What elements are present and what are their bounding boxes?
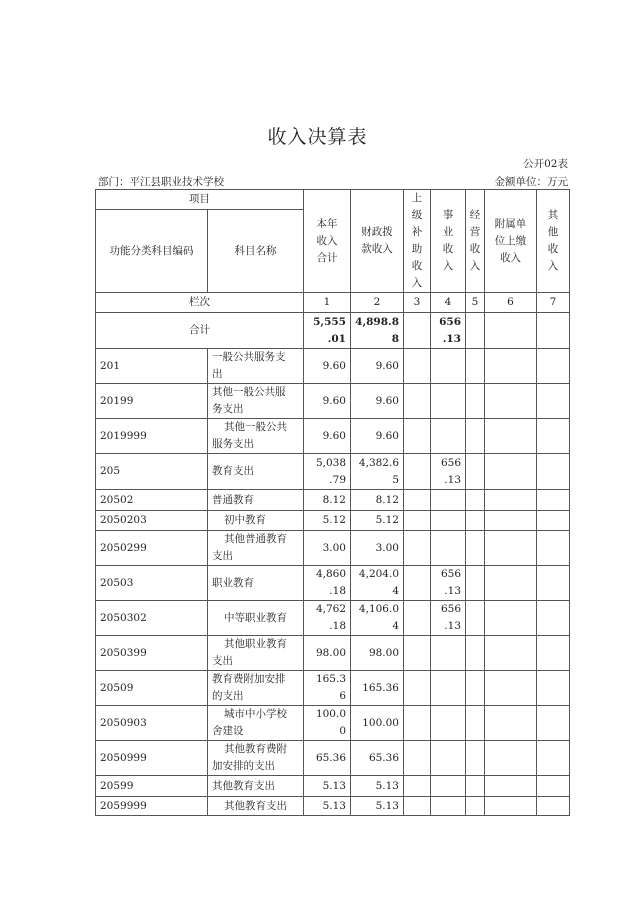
subject-name-line: 其他普通教育 [224, 533, 287, 545]
amount-cell [304, 741, 351, 776]
amount-cell [404, 384, 431, 419]
amount-cell [466, 313, 485, 349]
total-label: 合计 [96, 313, 304, 349]
amount-cell [351, 384, 404, 419]
amount-cell [404, 741, 431, 776]
subject-name-line: 其他教育费附 [224, 743, 287, 755]
amount-line: .13 [444, 620, 461, 632]
amount-cell [485, 511, 537, 531]
subject-name-line: 加安排的支出 [212, 760, 275, 772]
amount-cell [404, 490, 431, 511]
amount-cell [304, 419, 351, 454]
amount-cell [431, 511, 466, 531]
amount-line: 4,898.8 [355, 315, 399, 328]
amount-cell [351, 797, 404, 816]
amount-line: .13 [444, 473, 461, 486]
func-code-cell: 2050302 [96, 601, 208, 636]
subject-name-line: 普通教育 [212, 493, 254, 506]
subject-name-line: 教育费附加安排 [212, 673, 286, 685]
amount-cell [466, 776, 485, 797]
header-label-line: 事 [442, 209, 454, 221]
amount-line: 5.12 [375, 514, 399, 526]
amount-cell [304, 531, 351, 566]
amount-line: 4 [392, 620, 399, 632]
amount-line: 656 [439, 315, 461, 328]
amount-line: 3.00 [322, 541, 346, 554]
amount-line: .79 [329, 473, 346, 486]
subject-name-cell [208, 797, 304, 816]
amount-cell [466, 490, 485, 511]
col-number: 3 [404, 293, 431, 313]
header-label-line: 收 [547, 243, 559, 255]
amount-line: .13 [444, 585, 461, 597]
amount-cell [431, 776, 466, 797]
amount-cell [485, 741, 537, 776]
amount-cell [485, 384, 537, 419]
amount-cell [466, 706, 485, 741]
subject-name-line: 支出 [212, 655, 233, 667]
table-row [96, 454, 570, 490]
header-col-5 [466, 190, 485, 293]
amount-cell [431, 419, 466, 454]
table-code: 公开02表 [523, 158, 568, 170]
amount-cell [351, 636, 404, 671]
amount-cell [431, 454, 466, 490]
amount-line: 4,382.6 [358, 456, 399, 469]
func-code-cell: 2059999 [96, 797, 208, 816]
amount-cell [351, 776, 404, 797]
amount-cell [485, 601, 537, 636]
amount-cell [404, 511, 431, 531]
amount-line: 4,204.0 [358, 568, 399, 580]
func-code-cell: 20599 [96, 776, 208, 797]
header-col-4 [431, 190, 466, 293]
amount-cell [351, 454, 404, 490]
table-row [96, 384, 570, 419]
amount-unit-label: 金额单位：万元 [494, 176, 568, 188]
amount-line: 8.12 [375, 493, 399, 506]
amount-cell [466, 741, 485, 776]
func-code-cell: 2050299 [96, 531, 208, 566]
subject-name-cell [208, 490, 304, 511]
header-label-line: 收 [469, 243, 481, 255]
amount-cell [485, 419, 537, 454]
amount-cell [304, 636, 351, 671]
table-row [96, 671, 570, 706]
amount-line: 3.00 [375, 541, 399, 554]
amount-cell [485, 671, 537, 706]
amount-cell [431, 706, 466, 741]
amount-cell [404, 531, 431, 566]
subject-name-cell [208, 706, 304, 741]
col-number: 2 [351, 293, 404, 313]
amount-cell [404, 776, 431, 797]
amount-cell [351, 349, 404, 384]
col-number: 5 [466, 293, 485, 313]
amount-cell [466, 349, 485, 384]
amount-cell [351, 531, 404, 566]
header-label-line: 收入 [500, 251, 521, 264]
amount-cell [537, 531, 570, 566]
func-code-cell: 20509 [96, 671, 208, 706]
header-col-2 [351, 190, 404, 293]
amount-line: 5.13 [375, 779, 399, 792]
subject-name-line: 城市中小学校 [224, 708, 287, 720]
amount-line: 9.60 [322, 359, 346, 372]
subject-name-cell [208, 636, 304, 671]
table-row [96, 531, 570, 566]
amount-cell [304, 601, 351, 636]
amount-cell [404, 313, 431, 349]
amount-cell [351, 566, 404, 601]
col-number: 6 [485, 293, 537, 313]
amount-cell [351, 671, 404, 706]
header-label-line: 入 [469, 260, 481, 272]
subject-name-cell [208, 454, 304, 490]
func-code-cell: 201 [96, 349, 208, 384]
amount-line: 100.00 [362, 716, 399, 729]
amount-cell [537, 601, 570, 636]
amount-line: 9.60 [375, 429, 399, 442]
amount-cell [466, 511, 485, 531]
table-row [96, 511, 570, 531]
header-col-6 [485, 190, 537, 293]
header-label-line: 级 [411, 209, 423, 221]
table-row [96, 349, 570, 384]
amount-line: 8.12 [322, 493, 346, 506]
amount-cell [404, 601, 431, 636]
amount-cell [304, 349, 351, 384]
page-title: 收入决算表 [267, 126, 368, 148]
func-code-cell: 2050399 [96, 636, 208, 671]
header-label-line: 助 [411, 243, 423, 255]
amount-cell [404, 454, 431, 490]
amount-line: 98.00 [368, 646, 399, 659]
amount-cell [404, 671, 431, 706]
func-code-cell: 2050999 [96, 741, 208, 776]
total-row [96, 313, 570, 349]
amount-cell [537, 776, 570, 797]
table-row [96, 490, 570, 511]
amount-cell [485, 566, 537, 601]
amount-cell [431, 566, 466, 601]
subject-name-cell [208, 601, 304, 636]
subject-name-line: 初中教育 [224, 514, 266, 526]
subject-name-line: 务支出 [212, 403, 244, 415]
table-row [96, 566, 570, 601]
amount-cell [537, 384, 570, 419]
amount-line: 8 [391, 332, 399, 345]
amount-cell [466, 384, 485, 419]
amount-cell [404, 566, 431, 601]
subject-name-line: 其他一般公共服 [212, 386, 286, 398]
header-label-line: 业 [442, 226, 454, 238]
amount-cell [485, 454, 537, 490]
header-label-line: 本年 [316, 217, 338, 230]
amount-line: .01 [327, 332, 346, 345]
amount-line: 656 [440, 603, 461, 615]
amount-cell [431, 601, 466, 636]
header-item: 项目 [96, 190, 304, 210]
amount-line: 100.0 [315, 708, 346, 720]
amount-line: 9.60 [375, 359, 399, 372]
amount-cell [466, 419, 485, 454]
amount-cell [431, 313, 466, 349]
subject-name-line: 一般公共服务支 [212, 351, 286, 363]
amount-cell [304, 511, 351, 531]
func-code-cell: 20502 [96, 490, 208, 511]
department-label: 部门：平江县职业技术学校 [98, 176, 224, 188]
header-label-line: 补 [411, 226, 423, 238]
func-code-cell: 2050903 [96, 706, 208, 741]
amount-line: 5,038 [315, 456, 346, 469]
row-index-label: 栏次 [96, 293, 304, 313]
amount-line: 5.13 [375, 799, 399, 812]
amount-cell [537, 349, 570, 384]
amount-line: .13 [442, 332, 461, 345]
amount-cell [431, 384, 466, 419]
amount-line: 5.13 [322, 799, 346, 812]
amount-line: 65.36 [315, 751, 346, 764]
amount-line: 656 [440, 456, 461, 469]
header-col-1 [304, 190, 351, 293]
amount-cell [537, 511, 570, 531]
amount-line: 5.12 [322, 514, 346, 526]
header-col-3 [404, 190, 431, 293]
header-label-line: 收 [442, 243, 454, 255]
func-code-cell: 205 [96, 454, 208, 490]
amount-cell [466, 531, 485, 566]
amount-cell [431, 671, 466, 706]
amount-cell [485, 636, 537, 671]
func-code-cell: 2019999 [96, 419, 208, 454]
amount-cell [351, 313, 404, 349]
amount-line: 4,762 [315, 603, 346, 615]
col-number: 1 [304, 293, 351, 313]
header-func-code: 功能分类科目编码 [96, 210, 208, 293]
col-number: 4 [431, 293, 466, 313]
amount-line: 5 [392, 473, 399, 486]
subject-name-cell [208, 349, 304, 384]
subject-name-line: 支出 [212, 550, 233, 562]
amount-cell [537, 741, 570, 776]
amount-cell [466, 797, 485, 816]
subject-name-line: 中等职业教育 [224, 611, 287, 624]
amount-cell [304, 313, 351, 349]
col-number: 7 [537, 293, 570, 313]
subject-name-line: 舍建设 [212, 725, 244, 737]
subject-name-cell [208, 419, 304, 454]
amount-cell [304, 490, 351, 511]
amount-line: 0 [339, 725, 346, 737]
amount-cell [485, 706, 537, 741]
amount-cell [304, 706, 351, 741]
amount-cell [537, 671, 570, 706]
amount-cell [431, 490, 466, 511]
amount-cell [431, 349, 466, 384]
header-label-line: 入 [547, 260, 559, 272]
amount-cell [485, 776, 537, 797]
amount-cell [537, 490, 570, 511]
amount-cell [304, 454, 351, 490]
income-final-accounts-table [95, 189, 570, 816]
amount-cell [351, 601, 404, 636]
header-label-line: 收入 [316, 234, 338, 247]
amount-cell [351, 419, 404, 454]
amount-line: 5,555 [313, 315, 346, 328]
amount-cell [466, 601, 485, 636]
amount-cell [431, 636, 466, 671]
table-row [96, 706, 570, 741]
table-row [96, 797, 570, 816]
amount-cell [466, 566, 485, 601]
table-row [96, 601, 570, 636]
subject-name-cell [208, 671, 304, 706]
subject-name-line: 其他职业教育 [224, 638, 287, 650]
amount-line: 4,860 [315, 568, 346, 580]
table-row [96, 419, 570, 454]
subject-name-cell [208, 566, 304, 601]
amount-cell [485, 349, 537, 384]
amount-cell [485, 531, 537, 566]
amount-cell [537, 706, 570, 741]
header-col-7 [537, 190, 570, 293]
table-row [96, 741, 570, 776]
amount-line: 9.60 [322, 429, 346, 442]
amount-line: 165.36 [362, 681, 399, 694]
amount-cell [431, 531, 466, 566]
header-label-line: 入 [411, 277, 423, 289]
amount-line: 9.60 [375, 394, 399, 407]
amount-cell [304, 566, 351, 601]
amount-cell [351, 511, 404, 531]
amount-cell [485, 313, 537, 349]
header-label-line: 财政拨 [361, 226, 393, 238]
subject-name-line: 职业教育 [212, 576, 254, 589]
column-index-row [96, 293, 570, 313]
header-label-line: 收 [411, 260, 423, 272]
subject-name-line: 其他教育支出 [224, 799, 287, 812]
header-label-line: 款收入 [361, 243, 393, 255]
amount-line: 165.3 [315, 673, 346, 685]
subject-name-line: 出 [212, 368, 223, 380]
amount-cell [404, 419, 431, 454]
amount-cell [404, 706, 431, 741]
amount-line: 4 [392, 585, 399, 597]
amount-cell [431, 797, 466, 816]
header-label-line: 合计 [316, 251, 338, 264]
amount-cell [537, 797, 570, 816]
amount-line: .18 [329, 585, 346, 597]
subject-name-cell [208, 511, 304, 531]
amount-line: 5.13 [322, 779, 346, 792]
amount-cell [537, 566, 570, 601]
subject-name-cell [208, 384, 304, 419]
header-subject-name: 科目名称 [208, 210, 304, 293]
amount-cell [485, 797, 537, 816]
amount-cell [351, 490, 404, 511]
amount-cell [466, 454, 485, 490]
subject-name-line: 其他一般公共 [224, 421, 287, 433]
subject-name-line: 教育支出 [212, 465, 254, 477]
amount-cell [351, 706, 404, 741]
amount-cell [431, 741, 466, 776]
amount-cell [404, 797, 431, 816]
subject-name-line: 服务支出 [212, 438, 254, 450]
amount-cell [485, 490, 537, 511]
table-row [96, 636, 570, 671]
amount-line: 4,106.0 [358, 603, 399, 615]
amount-cell [304, 797, 351, 816]
amount-cell [466, 671, 485, 706]
subject-name-cell [208, 531, 304, 566]
amount-line: 6 [339, 690, 346, 702]
header-label-line: 经 [469, 209, 481, 221]
subject-name-line: 其他教育支出 [212, 779, 275, 792]
amount-cell [466, 636, 485, 671]
amount-cell [537, 419, 570, 454]
amount-cell [351, 741, 404, 776]
amount-cell [537, 313, 570, 349]
amount-line: 9.60 [322, 394, 346, 407]
amount-line: 65.36 [368, 751, 399, 764]
table-row [96, 776, 570, 797]
amount-cell [304, 384, 351, 419]
header-label-line: 他 [547, 226, 559, 238]
subject-name-cell [208, 776, 304, 797]
amount-cell [537, 636, 570, 671]
func-code-cell: 2050203 [96, 511, 208, 531]
amount-cell [304, 776, 351, 797]
subject-name-line: 的支出 [212, 690, 244, 702]
header-label-line: 其 [547, 209, 559, 221]
header-label-line: 营 [469, 226, 481, 238]
amount-line: 98.00 [315, 646, 346, 659]
header-label-line: 入 [442, 260, 454, 272]
header-label-line: 附属单 [494, 217, 527, 230]
subject-name-cell [208, 741, 304, 776]
amount-cell [304, 671, 351, 706]
func-code-cell: 20503 [96, 566, 208, 601]
func-code-cell: 20199 [96, 384, 208, 419]
amount-cell [404, 636, 431, 671]
amount-line: .18 [329, 620, 346, 632]
header-label-line: 上 [411, 192, 423, 204]
amount-line: 656 [440, 568, 461, 580]
amount-cell [537, 454, 570, 490]
amount-cell [404, 349, 431, 384]
header-row-1 [96, 190, 570, 210]
header-label-line: 位上缴 [494, 234, 527, 247]
